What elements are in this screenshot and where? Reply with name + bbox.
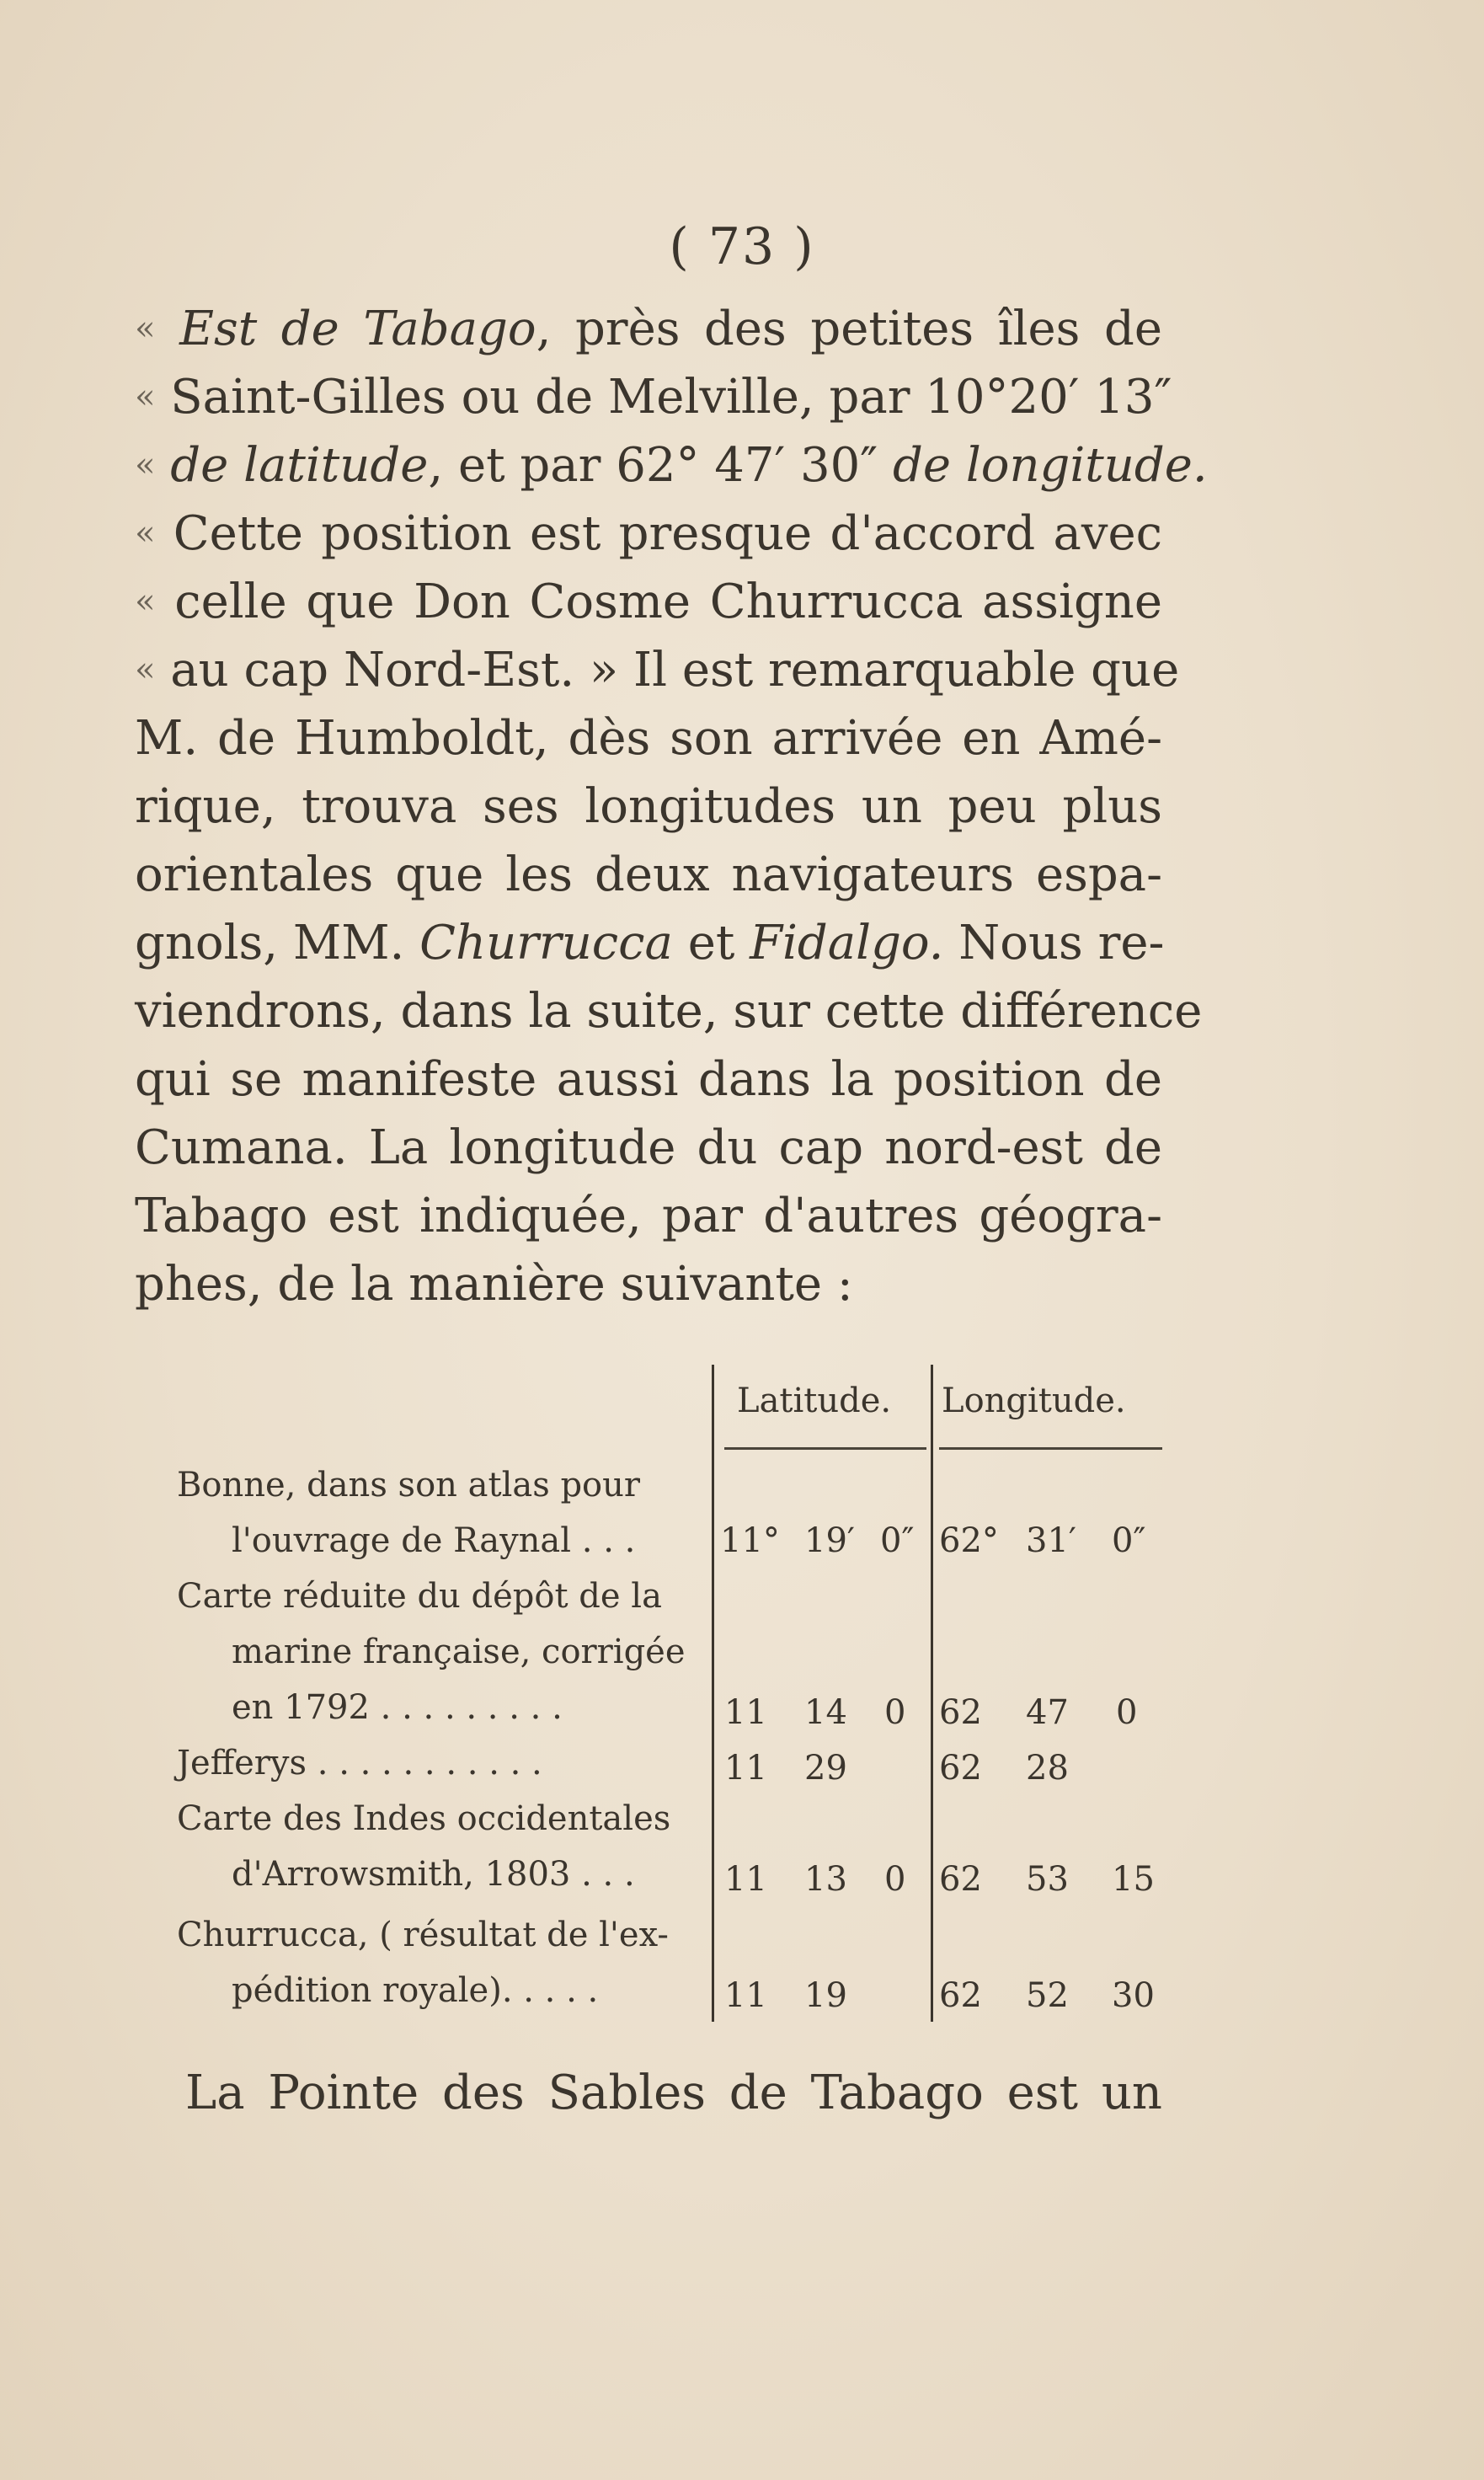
lat-deg: 11 bbox=[724, 1860, 767, 1899]
table-row-label: Carte réduite du dépôt de la bbox=[177, 1577, 662, 1616]
lon-sec: 30 bbox=[1112, 1976, 1155, 2015]
lon-deg: 62 bbox=[939, 1976, 982, 2015]
lat-sec: 0 bbox=[884, 1693, 906, 1732]
line-text: au cap Nord-Est. » Il est remarquable que bbox=[170, 643, 1180, 698]
lon-deg: 62 bbox=[939, 1749, 982, 1788]
quote-mark: « bbox=[135, 514, 156, 553]
table-row-label: Churrucca, ( résultat de l'ex- bbox=[177, 1916, 669, 1954]
lat-min: 29 bbox=[804, 1749, 847, 1788]
lon-sec: 15 bbox=[1112, 1860, 1155, 1899]
line-text: Saint-Gilles ou de Melville, par 10°20′ 13″ bbox=[170, 370, 1172, 425]
quote-mark: « bbox=[135, 446, 156, 484]
line-text: Cette position est presque d'accord avec bbox=[173, 506, 1162, 561]
table-row-label: Jefferys . . . . . . . . . . . bbox=[177, 1744, 542, 1782]
lat-sec: 0 bbox=[884, 1860, 906, 1899]
main-paragraph bbox=[135, 295, 1208, 1318]
table-row-label: Carte des Indes occidentales bbox=[177, 1799, 671, 1838]
text-line bbox=[135, 431, 1208, 500]
lat-deg: 11 bbox=[724, 1976, 767, 2015]
italic-phrase: de latitude bbox=[170, 438, 429, 493]
lon-deg: 62 bbox=[939, 1860, 982, 1899]
lon-min: 31′ bbox=[1026, 1521, 1076, 1560]
lon-sec: 0 bbox=[1116, 1693, 1138, 1732]
quote-mark: « bbox=[135, 650, 156, 689]
lon-deg: 62 bbox=[939, 1693, 982, 1732]
lon-sec: 0″ bbox=[1112, 1521, 1146, 1560]
column-divider bbox=[931, 1365, 933, 2022]
lon-min: 47 bbox=[1026, 1693, 1069, 1732]
text-line bbox=[135, 636, 1180, 704]
line-text: Nous re- bbox=[958, 916, 1165, 970]
italic-name: Churrucca bbox=[419, 916, 673, 970]
lat-deg: 11 bbox=[724, 1693, 767, 1732]
text-line bbox=[135, 295, 1162, 363]
text-line: orientales que les deux navigateurs espa- bbox=[135, 847, 1162, 902]
text-line: viendrons, dans la suite, sur cette différence bbox=[135, 984, 1203, 1039]
line-text: , près des petites îles de bbox=[536, 302, 1162, 356]
closing-line: La Pointe des Sables de Tabago est un bbox=[185, 2066, 1162, 2120]
quote-mark: « bbox=[135, 309, 156, 348]
text-line bbox=[135, 909, 1165, 977]
text-line: Tabago est indiquée, par d'autres géogra- bbox=[135, 1189, 1162, 1243]
line-text: celle que Don Cosme Churrucca assigne bbox=[174, 575, 1162, 629]
italic-name: Fidalgo. bbox=[750, 916, 944, 970]
line-text: gnols, MM. bbox=[135, 916, 405, 970]
header-rule bbox=[939, 1447, 1162, 1450]
text-line: Cumana. La longitude du cap nord-est de bbox=[135, 1120, 1162, 1175]
table-row-label: en 1792 . . . . . . . . . bbox=[232, 1688, 563, 1727]
text-line bbox=[135, 363, 1172, 431]
column-divider bbox=[712, 1365, 714, 2022]
latitude-header: Latitude. bbox=[737, 1382, 892, 1420]
quote-mark: « bbox=[135, 377, 156, 416]
lat-min: 14 bbox=[804, 1693, 847, 1732]
lat-min: 19 bbox=[804, 1976, 847, 2015]
quote-mark: « bbox=[135, 582, 156, 621]
lon-min: 28 bbox=[1026, 1749, 1069, 1788]
lat-min: 13 bbox=[804, 1860, 847, 1899]
lat-deg: 11° bbox=[720, 1521, 780, 1560]
table-row-label: l'ouvrage de Raynal . . . bbox=[232, 1521, 636, 1560]
table-row-label: pédition royale). . . . . bbox=[232, 1971, 599, 2010]
italic-phrase: Est de Tabago bbox=[179, 302, 536, 356]
table-row-label: marine française, corrigée bbox=[232, 1633, 686, 1671]
line-text: et bbox=[687, 916, 735, 970]
longitude-header: Longitude. bbox=[942, 1382, 1126, 1420]
text-line: phes, de la manière suivante : bbox=[135, 1257, 853, 1312]
page-number: ( 73 ) bbox=[669, 217, 815, 276]
lon-deg: 62° bbox=[939, 1521, 999, 1560]
text-line: M. de Humboldt, dès son arrivée en Amé- bbox=[135, 711, 1162, 766]
text-line bbox=[135, 568, 1162, 636]
lat-min: 19′ bbox=[804, 1521, 855, 1560]
lon-min: 53 bbox=[1026, 1860, 1069, 1899]
line-text: , et par 62° 47′ 30″ bbox=[428, 438, 878, 493]
lat-sec: 0″ bbox=[880, 1521, 915, 1560]
lon-min: 52 bbox=[1026, 1976, 1069, 2015]
table-row-label: Bonne, dans son atlas pour bbox=[177, 1466, 641, 1505]
text-line: qui se manifeste aussi dans la position de bbox=[135, 1052, 1162, 1107]
header-rule bbox=[724, 1447, 926, 1450]
text-line bbox=[135, 500, 1162, 568]
coordinates-table bbox=[168, 1331, 1179, 2039]
lat-deg: 11 bbox=[724, 1749, 767, 1788]
table-row-label: d'Arrowsmith, 1803 . . . bbox=[232, 1855, 635, 1894]
italic-phrase: de longitude. bbox=[893, 438, 1208, 493]
text-line: rique, trouva ses longitudes un peu plus bbox=[135, 779, 1162, 834]
